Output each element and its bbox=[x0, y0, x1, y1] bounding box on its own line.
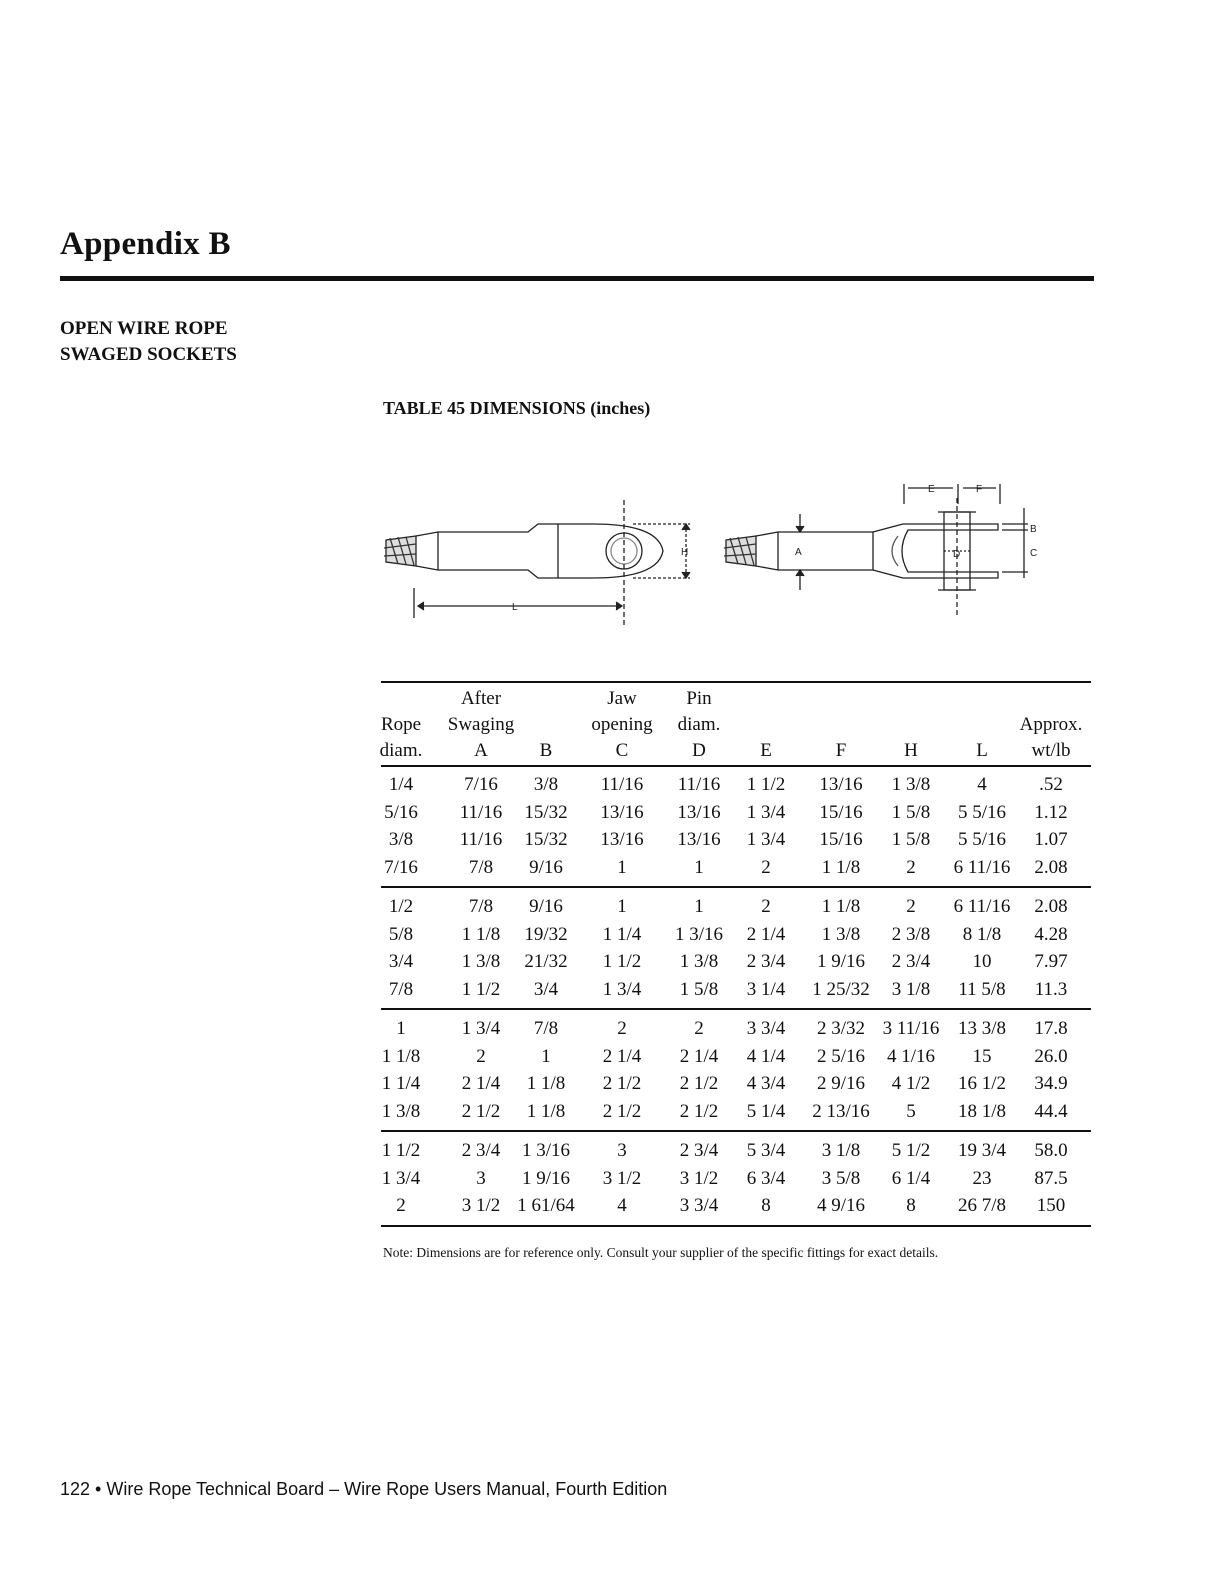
table-cell: 19 3/4 bbox=[957, 1140, 1007, 1161]
table-cell: 3 3/4 bbox=[679, 1195, 719, 1216]
table-cell: 3/8 bbox=[533, 774, 559, 795]
table-cell: 1 bbox=[694, 856, 704, 878]
section-title bbox=[60, 316, 237, 368]
table-cell: 1 3/4 bbox=[746, 829, 786, 850]
table-cell: 1 3/8 bbox=[461, 951, 501, 972]
table-cell: 1 3/4 bbox=[602, 978, 642, 1000]
table-cell: 1 3/8 bbox=[891, 774, 931, 795]
table-cell: 15/32 bbox=[524, 829, 568, 850]
table-cell: 4 1/16 bbox=[886, 1045, 936, 1067]
table-cell: 3 5/8 bbox=[821, 1167, 861, 1189]
label-h: H bbox=[681, 547, 689, 558]
table-header-rule bbox=[381, 765, 1091, 767]
page-footer: 122 • Wire Rope Technical Board – Wire Rope Users Manual, Fourth Edition bbox=[60, 1479, 668, 1499]
table-header-cell: Rope bbox=[380, 714, 422, 735]
section-title-line-2: SWAGED SOCKETS bbox=[60, 344, 237, 365]
table-cell: 4 bbox=[617, 1195, 627, 1216]
table-cell: 3/4 bbox=[388, 951, 414, 972]
table-bottom-rule bbox=[381, 1225, 1091, 1227]
socket-top-view bbox=[724, 484, 1028, 618]
table-cell: 2 bbox=[694, 1018, 704, 1039]
table-cell: 1 1/8 bbox=[526, 1100, 566, 1122]
table-cell: 1.07 bbox=[1034, 829, 1068, 850]
table-cell: 11/16 bbox=[677, 774, 721, 795]
table-cell: 1 bbox=[617, 896, 627, 917]
table-cell: 10 bbox=[972, 951, 992, 972]
table-cell: 5 3/4 bbox=[746, 1140, 786, 1161]
label-a: A bbox=[795, 547, 802, 558]
table-cell: 1 bbox=[396, 1018, 406, 1039]
swaged-socket-diagram bbox=[378, 478, 1038, 638]
table-cell: 2 3/4 bbox=[679, 1140, 719, 1161]
table-cell: 4 9/16 bbox=[816, 1195, 866, 1216]
table-cell: 1/4 bbox=[388, 774, 414, 795]
table-cell: 11/16 bbox=[600, 774, 644, 795]
table-cell: 2 3/32 bbox=[816, 1018, 866, 1039]
table-cell: 2 1/2 bbox=[461, 1100, 501, 1122]
table-cell: 3 3/4 bbox=[746, 1018, 786, 1039]
table-cell: 8 bbox=[906, 1195, 916, 1216]
table-cell: 1 1/4 bbox=[381, 1073, 421, 1094]
table-cell: 2 3/4 bbox=[461, 1140, 501, 1161]
table-cell: 3 1/4 bbox=[746, 978, 786, 1000]
table-header-cell: F bbox=[835, 740, 847, 761]
table-cell: 15 bbox=[972, 1045, 992, 1067]
table-cell: 4.28 bbox=[1034, 923, 1068, 945]
table-cell: 7/8 bbox=[388, 978, 414, 1000]
table-cell: 3 bbox=[476, 1167, 486, 1189]
table-cell: 3/8 bbox=[388, 829, 414, 850]
table-cell: 13 3/8 bbox=[957, 1018, 1007, 1039]
table-header-cell: After bbox=[460, 688, 502, 709]
table-cell: 5 5/16 bbox=[957, 829, 1007, 850]
table-cell: 2 1/4 bbox=[602, 1045, 642, 1067]
table-cell: 1 bbox=[617, 856, 627, 878]
table-cell: 1 3/8 bbox=[381, 1100, 421, 1122]
table-cell: 2 1/4 bbox=[461, 1073, 501, 1094]
table-header-cell: wt/lb bbox=[1031, 740, 1071, 761]
table-title: TABLE 45 DIMENSIONS (inches) bbox=[383, 398, 651, 418]
table-cell: 3 1/8 bbox=[891, 978, 931, 1000]
table-cell: 1 3/16 bbox=[521, 1140, 571, 1161]
table-cell: 2 3/4 bbox=[746, 951, 786, 972]
table-cell: 1 61/64 bbox=[517, 1195, 575, 1216]
table-cell: 3 1/2 bbox=[679, 1167, 719, 1189]
table-cell: 1 1/2 bbox=[461, 978, 501, 1000]
table-cell: 13/16 bbox=[819, 774, 863, 795]
heading-rule bbox=[60, 276, 1094, 281]
table-cell: 1 1/8 bbox=[821, 896, 861, 917]
table-cell: 1 1/2 bbox=[381, 1140, 421, 1161]
table-cell: 7/8 bbox=[468, 856, 494, 878]
table-cell: 7/8 bbox=[533, 1018, 559, 1039]
table-cell: 11/16 bbox=[459, 829, 503, 850]
table-group-rule bbox=[381, 1008, 1091, 1010]
table-cell: 1.12 bbox=[1034, 801, 1068, 823]
table-cell: 26 7/8 bbox=[957, 1195, 1007, 1216]
table-cell: 2 5/16 bbox=[816, 1045, 866, 1067]
table-cell: 2 bbox=[617, 1018, 627, 1039]
table-cell: 15/16 bbox=[819, 801, 863, 823]
table-cell: 1 3/8 bbox=[821, 923, 861, 945]
table-cell: 1 25/32 bbox=[812, 978, 870, 1000]
table-cell: 3 1/8 bbox=[821, 1140, 861, 1161]
table-cell: 1 1/8 bbox=[526, 1073, 566, 1094]
table-cell: 11/16 bbox=[459, 801, 503, 823]
table-cell: 1 1/2 bbox=[746, 774, 786, 795]
table-cell: 2 1/4 bbox=[746, 923, 786, 945]
table-header-cell: D bbox=[692, 740, 706, 761]
table-cell: 7/16 bbox=[384, 856, 418, 878]
table-cell: 2 bbox=[476, 1045, 486, 1067]
table-cell: 2 bbox=[906, 896, 916, 917]
table-cell: 11.3 bbox=[1034, 978, 1068, 1000]
table-cell: 2 bbox=[396, 1195, 406, 1216]
table-group-rule bbox=[381, 1130, 1091, 1132]
table-cell: 21/32 bbox=[524, 951, 568, 972]
table-cell: 58.0 bbox=[1034, 1140, 1068, 1161]
table-cell: 1 5/8 bbox=[891, 801, 931, 823]
table-cell: 2 1/4 bbox=[679, 1045, 719, 1067]
table-cell: 13/16 bbox=[677, 829, 721, 850]
table-header-cell: L bbox=[976, 740, 988, 761]
table-header-cell: diam. bbox=[379, 740, 423, 761]
table-cell: 2 3/4 bbox=[891, 951, 931, 972]
table-cell: 7/8 bbox=[468, 896, 494, 917]
table-cell: 4 3/4 bbox=[746, 1073, 786, 1094]
table-cell: 6 11/16 bbox=[953, 856, 1011, 878]
table-header-cell: opening bbox=[591, 714, 653, 735]
table-cell: 2 1/2 bbox=[602, 1100, 642, 1122]
table-header-cell: Pin bbox=[686, 688, 712, 709]
table-cell: 2.08 bbox=[1034, 896, 1068, 917]
table-cell: 1 9/16 bbox=[521, 1167, 571, 1189]
table-header-cell: B bbox=[539, 740, 553, 761]
table-header-cell: A bbox=[474, 740, 488, 761]
table-cell: 18 1/8 bbox=[957, 1100, 1007, 1122]
table-cell: 1 3/4 bbox=[746, 801, 786, 823]
table-cell: 1/2 bbox=[388, 896, 414, 917]
table-cell: 5 1/4 bbox=[746, 1100, 786, 1122]
table-cell: 2 13/16 bbox=[812, 1100, 870, 1122]
table-cell: 1 5/8 bbox=[891, 829, 931, 850]
socket-side-view bbox=[384, 500, 690, 628]
table-cell: 1 3/8 bbox=[679, 951, 719, 972]
page-heading: Appendix B bbox=[60, 226, 231, 262]
table-cell: 7/16 bbox=[464, 774, 498, 795]
label-c: C bbox=[1030, 548, 1038, 559]
table-cell: 3 1/2 bbox=[602, 1167, 642, 1189]
table-cell: 7.97 bbox=[1034, 951, 1068, 972]
table-cell: 2 1/2 bbox=[679, 1073, 719, 1094]
label-e: E bbox=[928, 484, 935, 495]
table-cell: 44.4 bbox=[1034, 1100, 1068, 1122]
table-cell: 2 bbox=[906, 856, 916, 878]
table-cell: 1 5/8 bbox=[679, 978, 719, 1000]
table-header-cell: Jaw bbox=[607, 688, 637, 709]
table-cell: 19/32 bbox=[524, 923, 568, 945]
table-cell: 2 bbox=[761, 896, 771, 917]
table-cell: 8 1/8 bbox=[962, 923, 1002, 945]
table-header-cell: E bbox=[760, 740, 772, 761]
table-cell: 87.5 bbox=[1034, 1167, 1068, 1189]
table-cell: 9/16 bbox=[529, 896, 563, 917]
table-cell: 3 bbox=[617, 1140, 627, 1161]
table-cell: 15/32 bbox=[524, 801, 568, 823]
table-cell: 5/8 bbox=[388, 923, 414, 945]
table-cell: 1 1/8 bbox=[821, 856, 861, 878]
table-cell: 1 1/4 bbox=[602, 923, 642, 945]
table-header-cell: H bbox=[904, 740, 918, 761]
label-b: B bbox=[1030, 524, 1037, 535]
table-cell: 2 1/2 bbox=[602, 1073, 642, 1094]
table-cell: 4 bbox=[977, 774, 987, 795]
table-cell: 6 3/4 bbox=[746, 1167, 786, 1189]
table-cell: 5/16 bbox=[384, 801, 418, 823]
table-cell: 2 1/2 bbox=[679, 1100, 719, 1122]
table-cell: 16 1/2 bbox=[957, 1073, 1007, 1094]
table-group-rule bbox=[381, 886, 1091, 888]
label-f: F bbox=[976, 484, 983, 495]
table-header-cell: C bbox=[615, 740, 629, 761]
table-note: Note: Dimensions are for reference only. Consult your supplier of the specific fittings for exact details. bbox=[383, 1245, 939, 1260]
table-cell: 1 bbox=[694, 896, 704, 917]
table-cell: 5 1/2 bbox=[891, 1140, 931, 1161]
table-cell: 13/16 bbox=[600, 801, 644, 823]
table-cell: 26.0 bbox=[1034, 1045, 1068, 1067]
table-cell: 23 bbox=[972, 1167, 992, 1189]
table-cell: 1 bbox=[541, 1045, 551, 1067]
table-cell: 13/16 bbox=[677, 801, 721, 823]
table-cell: 4 1/4 bbox=[746, 1045, 786, 1067]
table-cell: 8 bbox=[761, 1195, 771, 1216]
table-header-cell: diam. bbox=[677, 714, 721, 735]
table-cell: 5 5/16 bbox=[957, 801, 1007, 823]
table-cell: 3 1/2 bbox=[461, 1195, 501, 1216]
table-cell: 5 bbox=[906, 1100, 916, 1122]
table-cell: 15/16 bbox=[819, 829, 863, 850]
table-cell: 3 11/16 bbox=[882, 1018, 940, 1039]
table-cell: 1 9/16 bbox=[816, 951, 866, 972]
table-cell: 6 11/16 bbox=[953, 896, 1011, 917]
table-cell: 13/16 bbox=[600, 829, 644, 850]
table-cell: 17.8 bbox=[1034, 1018, 1068, 1039]
table-cell: 2 bbox=[761, 856, 771, 878]
table-cell: 2 9/16 bbox=[816, 1073, 866, 1094]
table-cell: 4 1/2 bbox=[891, 1073, 931, 1094]
table-top-rule bbox=[381, 681, 1091, 683]
table-cell: 1 3/16 bbox=[674, 923, 724, 945]
table-cell: 9/16 bbox=[529, 856, 563, 878]
table-cell: 34.9 bbox=[1034, 1073, 1068, 1094]
table-cell: 3/4 bbox=[533, 978, 559, 1000]
table-cell: .52 bbox=[1039, 774, 1063, 795]
table-cell: 1 1/2 bbox=[602, 951, 642, 972]
table-header-cell: Swaging bbox=[447, 714, 515, 735]
table-cell: 150 bbox=[1036, 1195, 1066, 1216]
table-header-cell: Approx. bbox=[1019, 714, 1083, 735]
label-l: L bbox=[512, 602, 518, 613]
label-d: D bbox=[953, 549, 961, 560]
table-cell: 11 5/8 bbox=[958, 978, 1006, 1000]
section-title-line-1: OPEN WIRE ROPE bbox=[60, 318, 228, 339]
table-cell: 2.08 bbox=[1034, 856, 1068, 878]
table-cell: 6 1/4 bbox=[891, 1167, 931, 1189]
table-cell: 1 1/8 bbox=[461, 923, 501, 945]
table-cell: 2 3/8 bbox=[891, 923, 931, 945]
table-cell: 1 3/4 bbox=[381, 1167, 421, 1189]
table-cell: 1 3/4 bbox=[461, 1018, 501, 1039]
table-cell: 1 1/8 bbox=[381, 1045, 421, 1067]
